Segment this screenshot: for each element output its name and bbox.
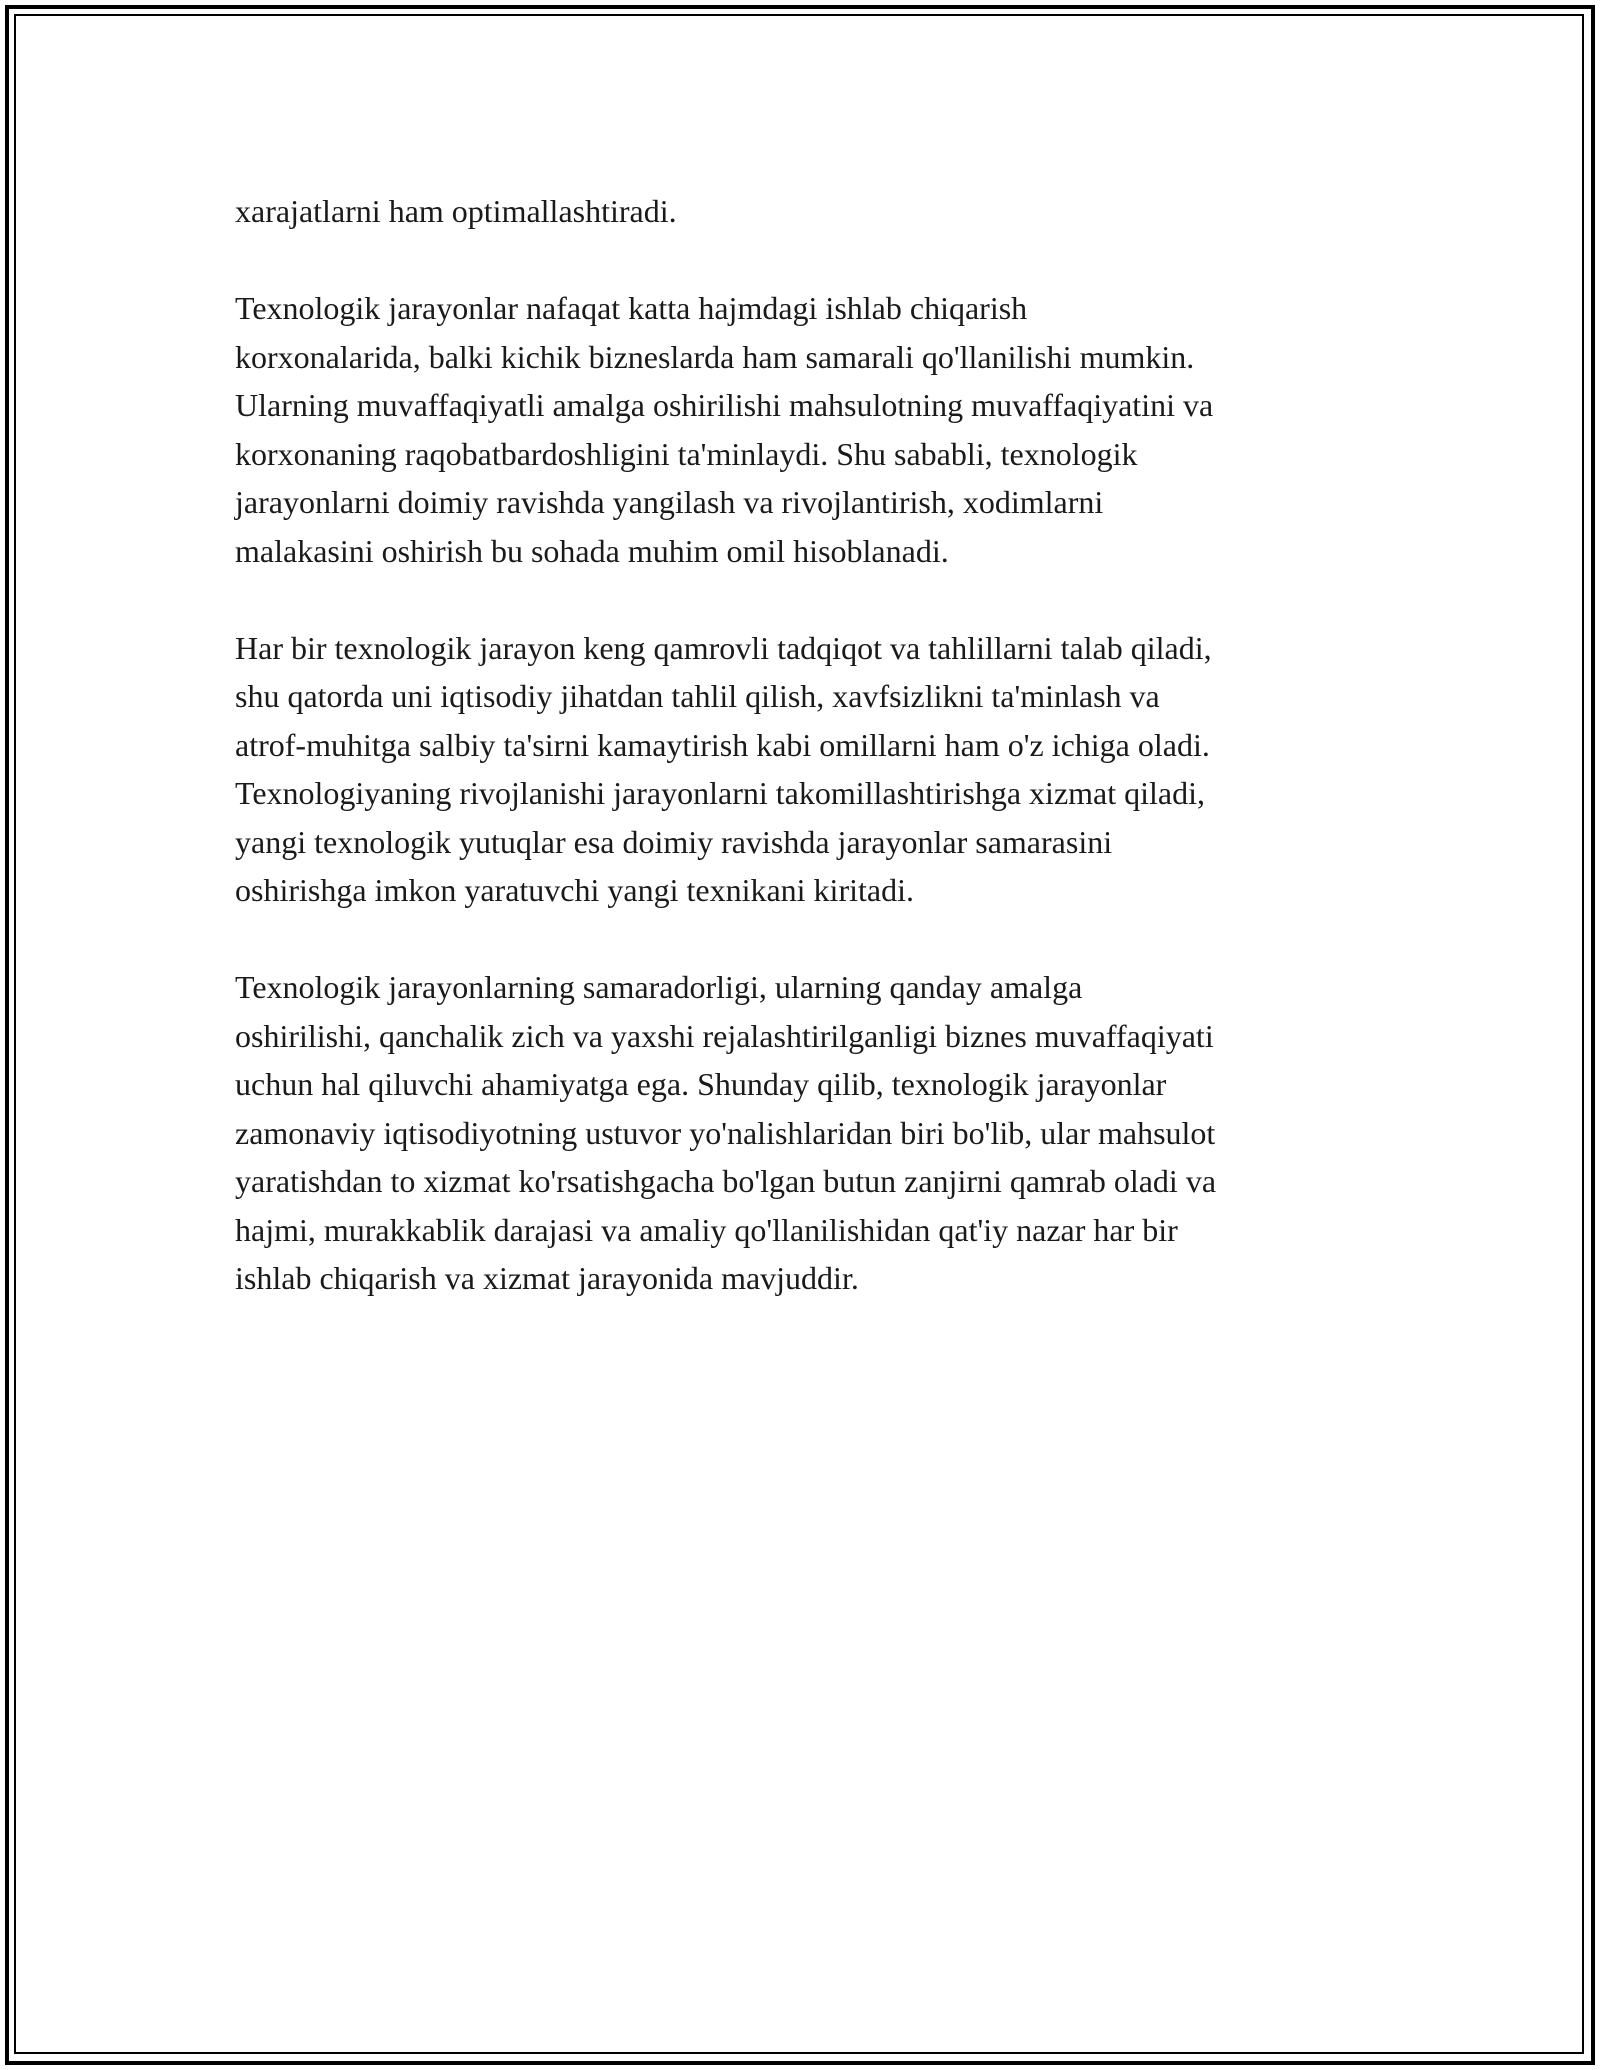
paragraph: Texnologik jarayonlar nafaqat katta hajmdagi ishlab chiqarish korxonalarida, balki kichik bizneslarda ham samarali qo'llanilishi mumkin. Ularning muvaffaqiyatli amalga oshirilishi mahsulotning muvaffaqiyatini va korxonaning raqobatbardoshligini ta'minlaydi. Shu sababli, texnologik jarayonlarni doimiy ravishda yangilash va rivojlantirish, xodimlarni malakasini oshirish bu sohada muhim omil hisoblanadi. bbox=[235, 290, 1214, 569]
paragraph: xarajatlarni ham optimallashtiradi. bbox=[235, 193, 677, 229]
paragraph: Texnologik jarayonlarning samaradorligi, ularning qanday amalga oshirilishi, qanchalik zich va yaxshi rejalashtirilganligi biznes muvaffaqiyati uchun hal qiluvchi ahamiyatga ega. Shunday qilib, texnologik jarayonlar zamonaviy iqtisodiyotning ustuvor yo'nalishlaridan biri bo'lib, ular mahsulot yaratishdan to xizmat ko'rsatishgacha bo'lgan butun zanjirni qamrab oladi va hajmi, murakkablik darajasi va amaliy qo'llanilishidan qat'iy nazar har bir ishlab chiqarish va xizmat jarayonida mavjuddir. bbox=[235, 969, 1217, 1296]
paragraph: Har bir texnologik jarayon keng qamrovli tadqiqot va tahlillarni talab qiladi, shu qatorda uni iqtisodiy jihatdan tahlil qilish, xavfsizlikni ta'minlash va atrof-muhitga salbiy ta'sirni kamaytirish kabi omillarni ham o'z ichiga oladi. Texnologiyaning rivojlanishi jarayonlarni takomillashtirishga xizmat qiladi, yangi texnologik yutuqlar esa doimiy ravishda jarayonlar samarasini oshirishga imkon yaratuvchi yangi texnikani kiritadi. bbox=[235, 629, 1212, 908]
document-body bbox=[235, 187, 1375, 1351]
